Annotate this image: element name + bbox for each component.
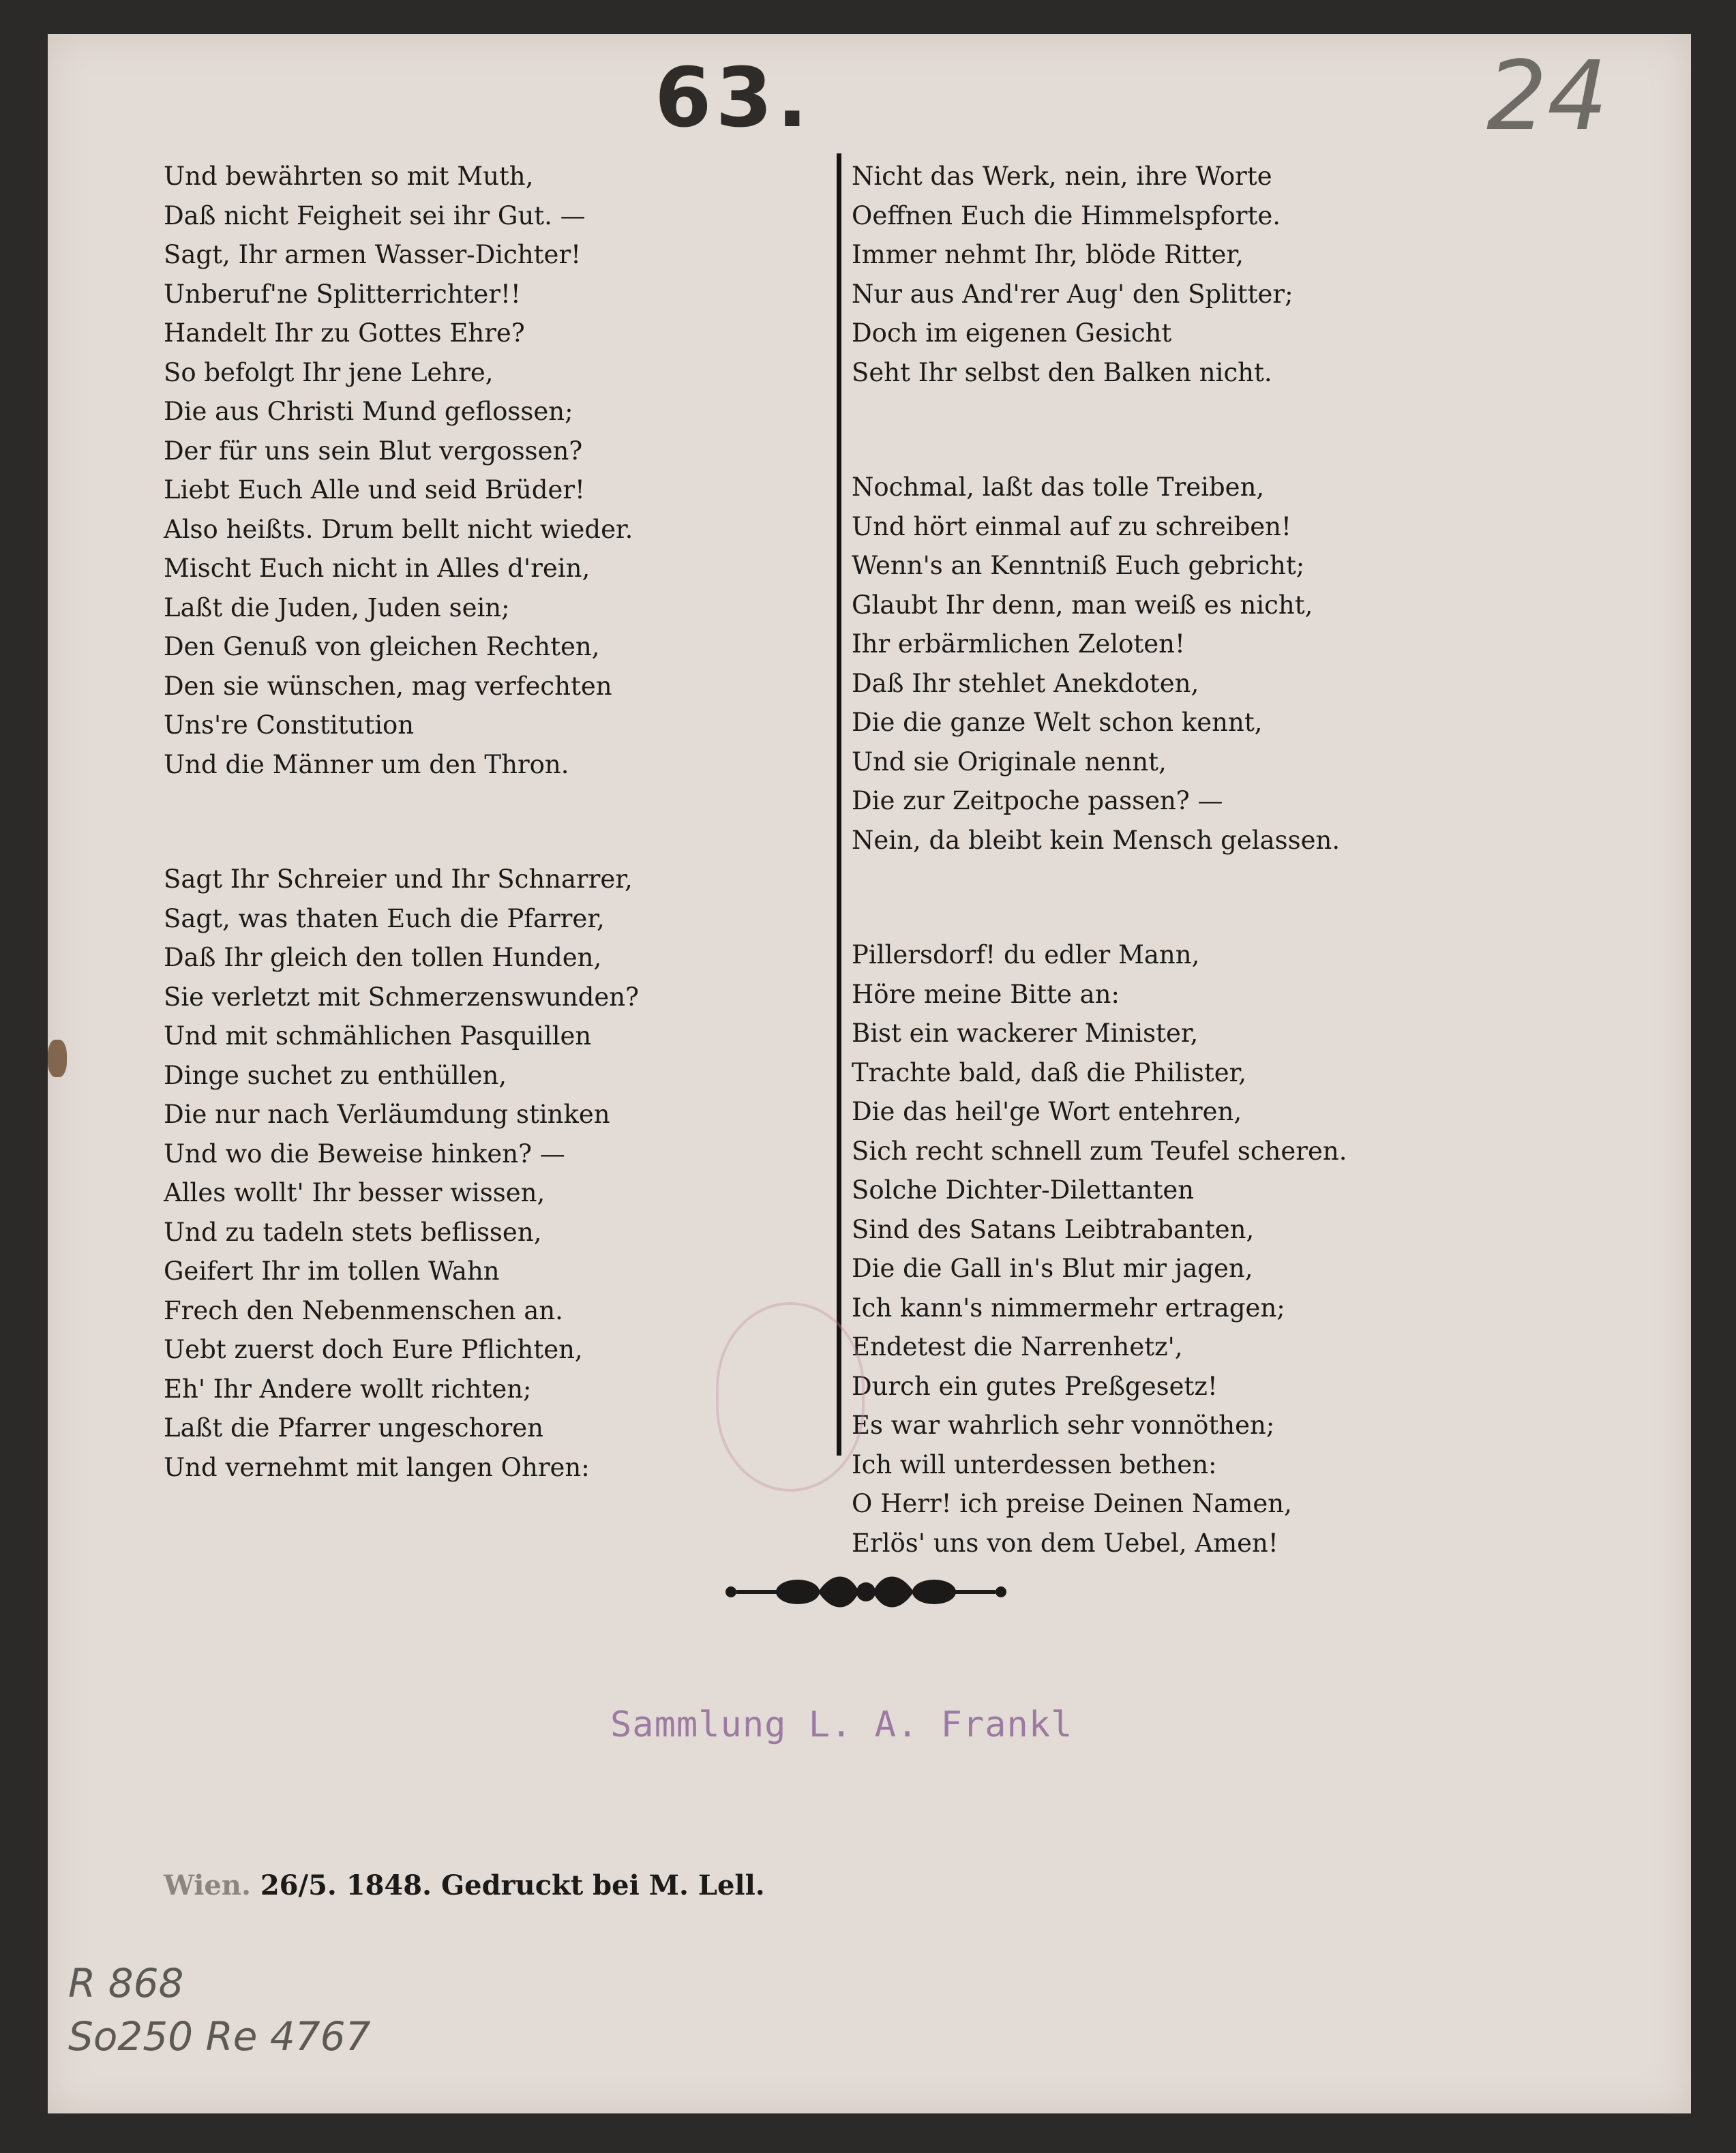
verse-line: Die das heil'ge Wort entehren, [852, 1097, 1242, 1126]
verse-line: Frech den Nebenmenschen an. [164, 1295, 563, 1325]
verse-line: Den Genuß von gleichen Rechten, [164, 632, 600, 661]
verse-line: Den sie wünschen, mag verfechten [164, 671, 612, 701]
verse-line: Oeffnen Euch die Himmelspforte. [852, 200, 1281, 230]
verse-line: Mischt Euch nicht in Alles d'rein, [164, 554, 590, 583]
verse-line: Nochmal, laßt das tolle Treiben, [852, 472, 1265, 502]
library-seal [716, 1302, 865, 1492]
right-column [849, 157, 1531, 1638]
verse-line: Erlös' uns von dem Uebel, Amen! [852, 1528, 1278, 1558]
verse-line: Doch im eigenen Gesicht [852, 318, 1172, 348]
stanza [849, 935, 1531, 1563]
verse-line: Immer nehmt Ihr, blöde Ritter, [852, 240, 1244, 269]
verse-line: Sich recht schnell zum Teufel scheren. [852, 1136, 1347, 1166]
printer-imprint [164, 1869, 765, 1901]
verse-line: Daß Ihr stehlet Anekdoten, [852, 668, 1199, 698]
verse-line: O Herr! ich preise Deinen Namen, [852, 1489, 1292, 1518]
verse-line: Ich will unterdessen bethen: [852, 1449, 1217, 1479]
verse-line: Eh' Ihr Andere wollt richten; [164, 1374, 532, 1404]
page-number: 63. [655, 51, 812, 146]
imprint-date: 26/5. 1848. [260, 1869, 432, 1901]
verse-line: Nein, da bleibt kein Mensch gelassen. [852, 825, 1341, 855]
verse-line: Daß nicht Feigheit sei ihr Gut. — [164, 200, 586, 230]
verse-line: Laßt die Juden, Juden sein; [164, 592, 510, 622]
verse-line: Und vernehmt mit langen Ohren: [164, 1452, 590, 1482]
verse-line: Und sie Originale nennt, [852, 747, 1167, 777]
imprint-printer: Gedruckt bei M. Lell. [440, 1869, 765, 1901]
verse-line: Endetest die Narrenhetz', [852, 1332, 1183, 1361]
verse-line: Höre meine Bitte an: [852, 979, 1120, 1009]
archive-note-line: So250 Re 4767 [68, 2013, 371, 2060]
verse-line: Die die Gall in's Blut mir jagen, [852, 1254, 1253, 1283]
verse-line: Seht Ihr selbst den Balken nicht. [852, 357, 1272, 387]
verse-line: Unberuf'ne Splitterrichter!! [164, 279, 521, 309]
verse-line: Liebt Euch Alle und seid Brüder! [164, 475, 585, 505]
verse-line: Alles wollt' Ihr besser wissen, [164, 1178, 545, 1207]
verse-line: Dinge suchet zu enthüllen, [164, 1060, 507, 1090]
verse-line: Solche Dichter-Dilettanten [852, 1175, 1195, 1205]
verse-line: Uns're Constitution [164, 710, 415, 740]
ornament-icon [723, 1561, 1009, 1623]
verse-line: Durch ein gutes Preßgesetz! [852, 1371, 1218, 1401]
verse-line: Also heißts. Drum bellt nicht wieder. [164, 514, 633, 544]
collection-stamp: Sammlung L. A. Frankl [610, 1704, 1073, 1745]
verse-line: Nicht das Werk, nein, ihre Worte [852, 162, 1272, 191]
verse-line: Laßt die Pfarrer ungeschoren [164, 1413, 543, 1443]
archive-notes [68, 1957, 370, 2063]
verse-line: Sagt, was thaten Euch die Pfarrer, [164, 903, 605, 933]
imprint-place: Wien. [164, 1869, 251, 1901]
verse-line: Uebt zuerst doch Eure Pflichten, [164, 1335, 583, 1364]
verse-line: Trachte bald, daß die Philister, [852, 1057, 1247, 1087]
verse-line: Die zur Zeitpoche passen? — [852, 786, 1223, 815]
verse-line: Und die Männer um den Thron. [164, 749, 569, 779]
stanza [849, 157, 1531, 392]
verse-line: Und hört einmal auf zu schreiben! [852, 511, 1291, 541]
verse-line: So befolgt Ihr jene Lehre, [164, 357, 494, 387]
verse-line: Sagt, Ihr armen Wasser-Dichter! [164, 240, 581, 269]
paper-stain [48, 1040, 67, 1077]
verse-line: Und zu tadeln stets beflissen, [164, 1217, 542, 1247]
verse-line: Sagt Ihr Schreier und Ihr Schnarrer, [164, 864, 633, 894]
verse-line: Die aus Christi Mund geflossen; [164, 397, 573, 426]
verse-line: Daß Ihr gleich den tollen Hunden, [164, 943, 602, 972]
verse-line: Sie verletzt mit Schmerzenswunden? [164, 982, 639, 1012]
folio-number: 24 [1486, 41, 1608, 152]
verse-line: Die nur nach Verläumdung stinken [164, 1100, 610, 1129]
verse-line: Glaubt Ihr denn, man weiß es nicht, [852, 590, 1313, 620]
verse-line: Nur aus And'rer Aug' den Splitter; [852, 279, 1293, 309]
verse-line: Ich kann's nimmermehr ertragen; [852, 1293, 1285, 1323]
archive-note-line: R 868 [68, 1960, 184, 2006]
verse-line: Es war wahrlich sehr vonnöthen; [852, 1411, 1275, 1440]
column-divider [837, 153, 841, 1456]
verse-line: Geifert Ihr im tollen Wahn [164, 1256, 500, 1286]
verse-line: Sind des Satans Leibtrabanten, [852, 1214, 1255, 1244]
verse-line: Bist ein wackerer Minister, [852, 1019, 1199, 1048]
stanza [164, 157, 845, 784]
verse-line: Wenn's an Kenntniß Euch gebricht; [852, 551, 1305, 580]
verse-line: Der für uns sein Blut vergossen? [164, 436, 583, 466]
verse-line: Die die ganze Welt schon kennt, [852, 708, 1263, 737]
verse-line: Und mit schmählichen Pasquillen [164, 1021, 592, 1051]
verse-line: Pillersdorf! du edler Mann, [852, 940, 1200, 969]
verse-line: Ihr erbärmlichen Zeloten! [852, 629, 1185, 659]
verse-line: Und bewährten so mit Muth, [164, 162, 534, 191]
verse-line: Handelt Ihr zu Gottes Ehre? [164, 318, 525, 348]
verse-line: Und wo die Beweise hinken? — [164, 1139, 565, 1169]
stanza [849, 468, 1531, 860]
